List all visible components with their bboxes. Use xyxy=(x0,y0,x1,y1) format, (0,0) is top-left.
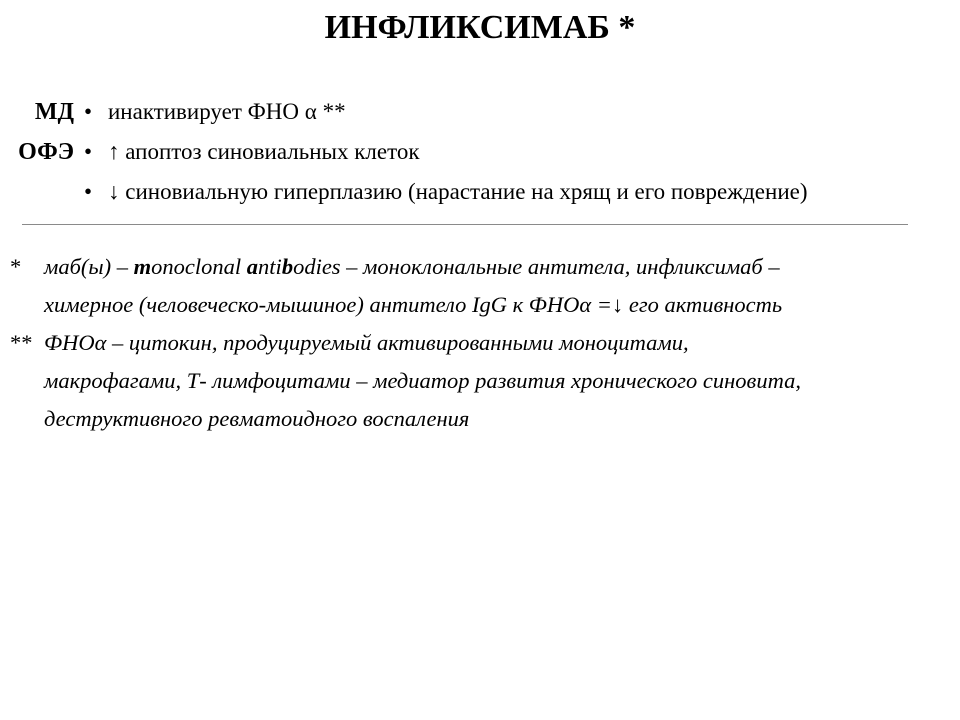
footnote-mark-single: * xyxy=(10,254,22,279)
footnote-text: химерное (человеческо-мышиное) антитело IgG к ФНОα =↓ его активность xyxy=(44,292,783,317)
bullet-icon: • xyxy=(84,139,93,164)
divider-line xyxy=(22,224,908,225)
footnote-1-line-1 xyxy=(0,248,960,286)
slide-title: ИНФЛИКСИМАБ * xyxy=(324,9,636,46)
footnote-2-line-1 xyxy=(0,324,960,362)
row-label-md: МД xyxy=(34,99,74,125)
footnote-2-line-3 xyxy=(0,400,960,438)
footnote-text: ФНОα – цитокин, продуцируемый активированными моноцитами, xyxy=(44,330,689,355)
footnote-text: деструктивного ревматоидного воспаления xyxy=(44,406,470,431)
bullet-icon: • xyxy=(84,179,93,204)
list-item-text: ↑ апоптоз синовиальных клеток xyxy=(108,139,420,164)
footnote-text: маб(ы) – monoclonal antibodies – моноклональные антитела, инфликсимаб – xyxy=(44,254,780,279)
footnote-mark-double: ** xyxy=(10,330,33,355)
list-item-text: ↓ синовиальную гиперплазию (нарастание на хрящ и его повреждение) xyxy=(108,179,808,204)
list-item xyxy=(0,132,960,172)
list-item xyxy=(0,172,960,212)
list-item-text: инактивирует ФНО α ** xyxy=(108,99,346,124)
row-label-ofe: ОФЭ xyxy=(18,139,74,165)
footnote-1-line-2 xyxy=(0,286,960,324)
bullet-icon: • xyxy=(84,99,93,124)
footnote-text: макрофагами, Т- лимфоцитами – медиатор развития хронического синовита, xyxy=(44,368,801,393)
footnote-2-line-2 xyxy=(0,362,960,400)
list-item xyxy=(0,92,960,132)
